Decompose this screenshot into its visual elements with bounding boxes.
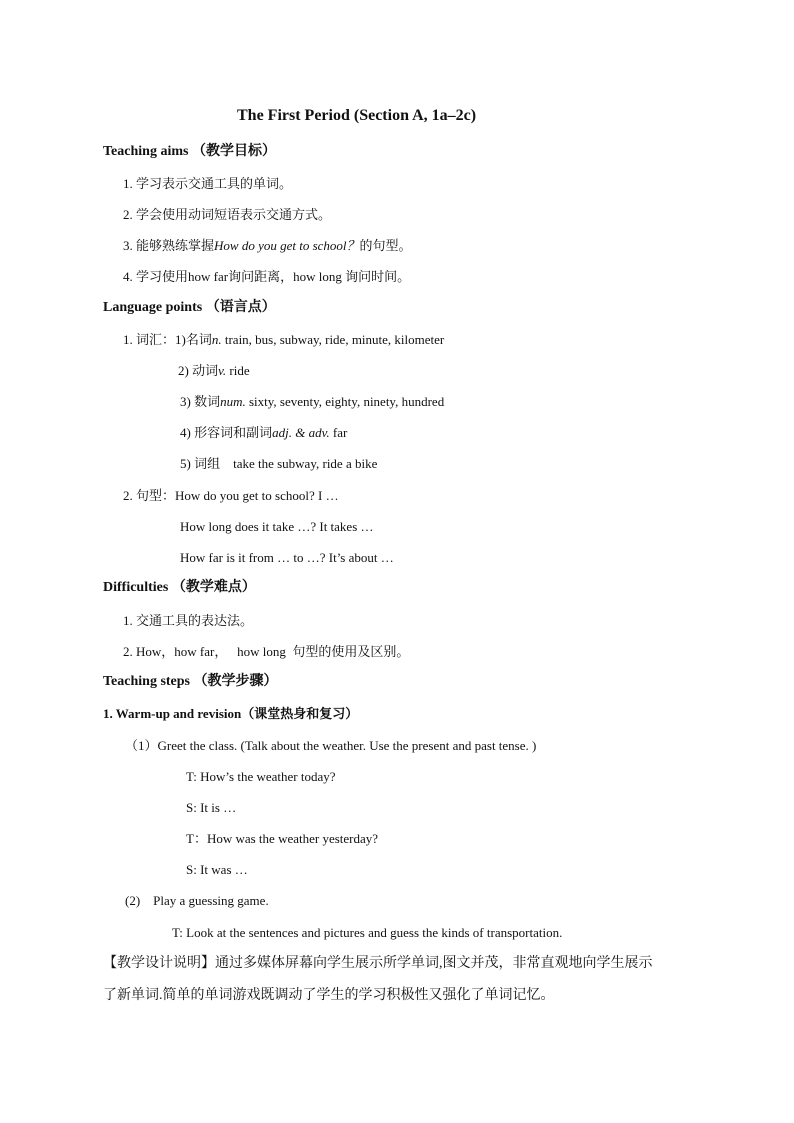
teaching-aims-heading: Teaching aims （教学目标） <box>103 144 276 159</box>
vocab-line-4: 4) 形容词和副词adj. & adv. far <box>180 425 348 440</box>
teaching-steps-heading: Teaching steps （教学步骤） <box>103 674 278 689</box>
sentence-line-2: How long does it take …? It takes … <box>180 519 374 534</box>
design-note-line-2: 了新单词.简单的单词游戏既调动了学生的学习积极性又强化了单词记忆。 <box>103 988 555 1003</box>
difficulties-heading: Difficulties （教学难点） <box>103 580 256 595</box>
sentence-line-1: 2. 句型：How do you get to school? I … <box>123 488 339 503</box>
difficulty-item-1: 1. 交通工具的表达法。 <box>123 613 254 628</box>
step1-heading: 1. Warm-up and revision（课堂热身和复习） <box>103 706 359 721</box>
aim-item-4: 4. 学习使用how far询问距离，how long 询问时间。 <box>123 269 411 284</box>
vocab-line-2: 2) 动词v. ride <box>178 363 250 378</box>
dialog-line-2: S: It is … <box>186 800 237 815</box>
aim-item-2: 2. 学会使用动词短语表示交通方式。 <box>123 207 332 222</box>
vocab-line-3: 3) 数词num. sixty, seventy, eighty, ninety, hundred <box>180 394 445 409</box>
difficulty-item-2: 2. How，how far， how long 句型的使用及区别。 <box>123 644 410 659</box>
dialog-line-1: T: How’s the weather today? <box>186 769 336 784</box>
vocab-line-5: 5) 词组 take the subway, ride a bike <box>180 456 378 471</box>
step1-paragraph-2-line: T: Look at the sentences and pictures and guess the kinds of transportation. <box>172 925 563 940</box>
dialog-line-4: S: It was … <box>186 862 248 877</box>
page-title: The First Period (Section A, 1a–2c) <box>237 107 477 124</box>
vocab-line-1: 1. 词汇：1)名词n. train, bus, subway, ride, minute, kilometer <box>123 332 445 347</box>
step1-paragraph-2: (2) Play a guessing game. <box>125 893 269 908</box>
aim-item-1: 1. 学习表示交通工具的单词。 <box>123 176 293 191</box>
sentence-line-3: How far is it from … to …? It’s about … <box>180 550 394 565</box>
design-note-line-1: 【教学设计说明】通过多媒体屏幕向学生展示所学单词,图文并茂，非常直观地向学生展示 <box>103 956 653 971</box>
dialog-line-3: T：How was the weather yesterday? <box>186 831 379 846</box>
step1-paragraph-1: （1）Greet the class. (Talk about the weather. Use the present and past tense. ) <box>125 738 537 753</box>
language-points-heading: Language points （语言点） <box>103 300 276 315</box>
aim-item-3: 3. 能够熟练掌握How do you get to school？的句型。 <box>123 238 412 253</box>
